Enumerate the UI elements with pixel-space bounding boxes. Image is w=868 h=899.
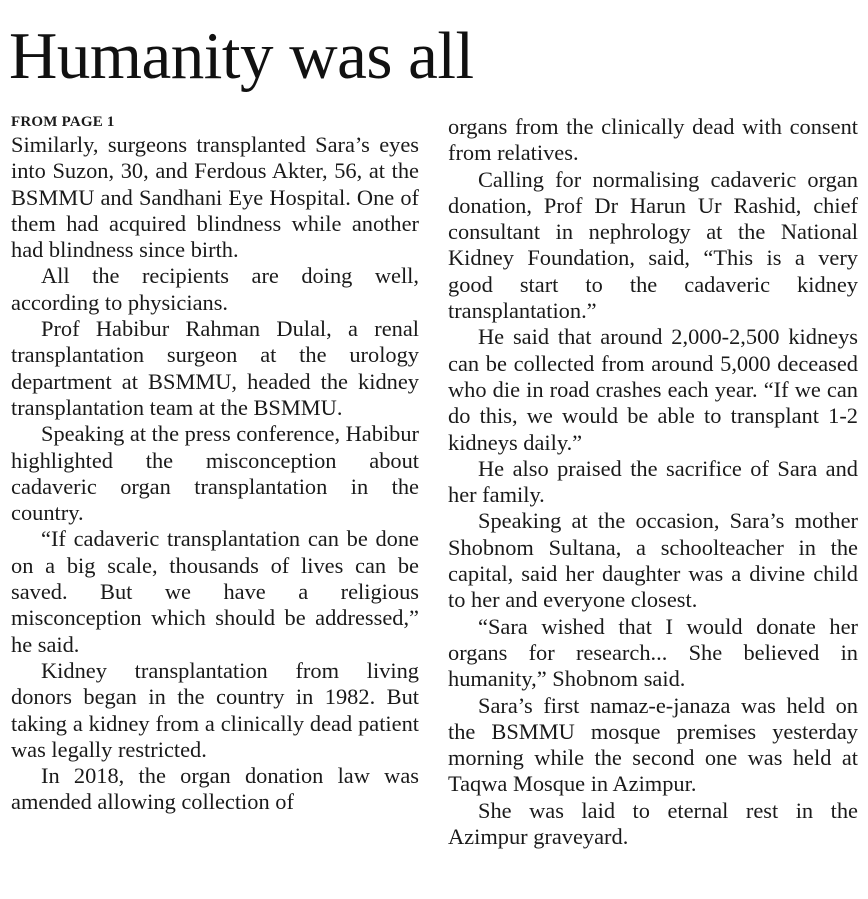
paragraph: All the recipients are doing well, according to physicians. [11, 263, 419, 315]
paragraph: Similarly, surgeons transplanted Sara’s eyes into Suzon, 30, and Ferdous Akter, 56, at the BSMMU and Sandhani Eye Hospital. One of them had acquired blindness while another had blindness since birth. [11, 132, 419, 263]
paragraph: Sara’s first namaz-e-janaza was held on the BSMMU mosque premises yesterday morning while the second one was held at Taqwa Mosque in Azimpur. [448, 692, 858, 797]
paragraph: He said that around 2,000-2,500 kidneys can be collected from around 5,000 deceased who die in road crashes each year. “If we can do this, we would be able to transplant 1-2 kidneys daily.” [448, 324, 858, 455]
article-column-right [448, 114, 858, 850]
paragraph: Kidney transplantation from living donors began in the country in 1982. But taking a kidney from a clinically dead patient was legally restricted. [11, 657, 419, 762]
paragraph: Speaking at the press conference, Habibur highlighted the misconception about cadaveric organ transplantation in the country. [11, 421, 420, 526]
paragraph: “Sara wished that I would donate her organs for research... She believed in humanity,” Shobnom said. [448, 613, 858, 692]
paragraph: Prof Habibur Rahman Dulal, a renal transplantation surgeon at the urology department at BSMMU, headed the kidney transplantation team at the BSMMU. [11, 316, 419, 420]
paragraph: He also praised the sacrifice of Sara and her family. [448, 455, 858, 508]
paragraph: “If cadaveric transplantation can be done on a big scale, thousands of lives can be saved. But we have a religious misconception which should be addressed,” he said. [11, 526, 419, 657]
paragraph: In 2018, the organ donation law was amended allowing collection of [11, 763, 419, 815]
continuation-kicker: FROM PAGE 1 [11, 114, 115, 130]
article-column-left [11, 114, 419, 816]
paragraph: She was laid to eternal rest in the Azimpur graveyard. [448, 797, 858, 850]
paragraph: organs from the clinically dead with consent from relatives. [448, 114, 858, 166]
paragraph: Speaking at the occasion, Sara’s mother Shobnom Sultana, a schoolteacher in the capital, said her daughter was a divine child to her and everyone closest. [448, 508, 858, 613]
headline: Humanity was all [9, 19, 474, 93]
paragraph: Calling for normalising cadaveric organ donation, Prof Dr Harun Ur Rashid, chief consultant in nephrology at the National Kidney Foundation, said, “This is a very good start to the cadaveric kidney transplantation.” [448, 166, 858, 324]
